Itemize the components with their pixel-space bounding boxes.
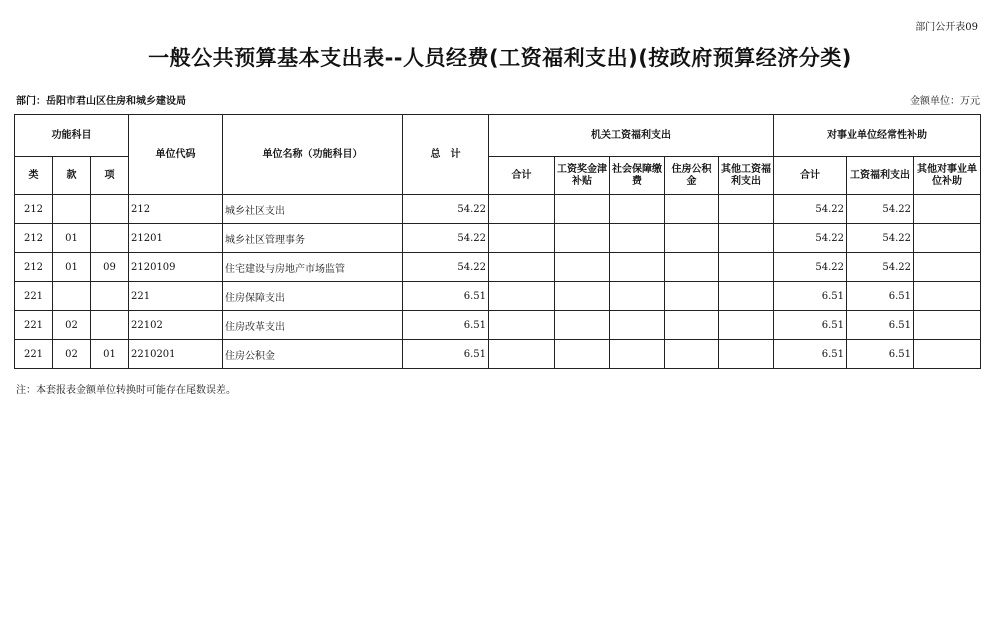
- table-row: [15, 282, 981, 311]
- cell-kuan: 01: [53, 253, 91, 282]
- cell-org-social: [610, 311, 665, 340]
- table-row: [15, 340, 981, 369]
- cell-sub-wage: 6.51: [847, 311, 914, 340]
- cell-xiang: 09: [91, 253, 129, 282]
- cell-name: 住宅建设与房地产市场监管: [223, 253, 403, 282]
- header-org-wage: 工资奖金津补贴: [555, 157, 610, 195]
- header-org-subtotal: 合计: [489, 157, 555, 195]
- cell-sub-subtotal: 54.22: [774, 224, 847, 253]
- cell-total: 6.51: [403, 311, 489, 340]
- header-org-group: 机关工资福利支出: [489, 115, 774, 157]
- cell-org-housing: [665, 195, 719, 224]
- cell-org-social: [610, 224, 665, 253]
- cell-org-wage: [555, 224, 610, 253]
- cell-code: 22102: [129, 311, 223, 340]
- cell-org-housing: [665, 340, 719, 369]
- cell-org-social: [610, 195, 665, 224]
- cell-sub-wage: 6.51: [847, 282, 914, 311]
- cell-org-social: [610, 340, 665, 369]
- cell-org-other: [719, 282, 774, 311]
- cell-org-housing: [665, 224, 719, 253]
- cell-kuan: 01: [53, 224, 91, 253]
- cell-sub-subtotal: 54.22: [774, 195, 847, 224]
- cell-org-housing: [665, 311, 719, 340]
- header-org-housing: 住房公积金: [665, 157, 719, 195]
- cell-lei: 212: [15, 253, 53, 282]
- cell-org-wage: [555, 282, 610, 311]
- table-row: [15, 311, 981, 340]
- cell-xiang: [91, 195, 129, 224]
- cell-lei: 221: [15, 311, 53, 340]
- cell-org-wage: [555, 253, 610, 282]
- cell-lei: 221: [15, 340, 53, 369]
- cell-org-wage: [555, 311, 610, 340]
- footnote: 注：本套报表金额单位转换时可能存在尾数误差。: [16, 385, 236, 396]
- cell-xiang: 01: [91, 340, 129, 369]
- cell-org-housing: [665, 253, 719, 282]
- cell-org-subtotal: [489, 340, 555, 369]
- header-func-subject: 功能科目: [15, 115, 129, 157]
- header-sub-group: 对事业单位经常性补助: [774, 115, 981, 157]
- cell-sub-wage: 6.51: [847, 340, 914, 369]
- cell-org-subtotal: [489, 311, 555, 340]
- cell-org-other: [719, 253, 774, 282]
- header-sub-other: 其他对事业单位补助: [914, 157, 981, 195]
- cell-code: 2120109: [129, 253, 223, 282]
- cell-name: 城乡社区管理事务: [223, 224, 403, 253]
- header-total: 总 计: [403, 115, 489, 195]
- cell-org-social: [610, 282, 665, 311]
- cell-kuan: 02: [53, 340, 91, 369]
- cell-lei: 212: [15, 224, 53, 253]
- department-label: 部门：岳阳市君山区住房和城乡建设局: [16, 96, 186, 107]
- cell-org-other: [719, 224, 774, 253]
- cell-sub-subtotal: 6.51: [774, 311, 847, 340]
- cell-xiang: [91, 311, 129, 340]
- cell-xiang: [91, 224, 129, 253]
- cell-org-housing: [665, 282, 719, 311]
- cell-name: 住房保障支出: [223, 282, 403, 311]
- cell-name: 城乡社区支出: [223, 195, 403, 224]
- cell-name: 住房改革支出: [223, 311, 403, 340]
- cell-org-other: [719, 311, 774, 340]
- cell-org-wage: [555, 195, 610, 224]
- cell-org-subtotal: [489, 253, 555, 282]
- cell-kuan: [53, 195, 91, 224]
- header-unit-code: 单位代码: [129, 115, 223, 195]
- table-row: [15, 224, 981, 253]
- table-row: [15, 195, 981, 224]
- cell-total: 54.22: [403, 224, 489, 253]
- cell-sub-subtotal: 6.51: [774, 340, 847, 369]
- cell-sub-other: [914, 253, 981, 282]
- header-lei: 类: [15, 157, 53, 195]
- cell-org-other: [719, 340, 774, 369]
- cell-lei: 212: [15, 195, 53, 224]
- cell-sub-subtotal: 6.51: [774, 282, 847, 311]
- cell-sub-wage: 54.22: [847, 253, 914, 282]
- budget-table: [14, 114, 981, 369]
- header-org-social: 社会保障缴费: [610, 157, 665, 195]
- header-sub-wage: 工资福利支出: [847, 157, 914, 195]
- cell-org-subtotal: [489, 282, 555, 311]
- header-sub-subtotal: 合计: [774, 157, 847, 195]
- cell-code: 2210201: [129, 340, 223, 369]
- cell-kuan: [53, 282, 91, 311]
- cell-org-subtotal: [489, 224, 555, 253]
- header-xiang: 项: [91, 157, 129, 195]
- table-row: [15, 253, 981, 282]
- header-kuan: 款: [53, 157, 91, 195]
- cell-lei: 221: [15, 282, 53, 311]
- cell-sub-other: [914, 311, 981, 340]
- cell-code: 212: [129, 195, 223, 224]
- cell-xiang: [91, 282, 129, 311]
- cell-org-wage: [555, 340, 610, 369]
- cell-total: 54.22: [403, 195, 489, 224]
- header-unit-name: 单位名称（功能科目）: [223, 115, 403, 195]
- cell-org-social: [610, 253, 665, 282]
- cell-total: 54.22: [403, 253, 489, 282]
- cell-total: 6.51: [403, 340, 489, 369]
- cell-code: 21201: [129, 224, 223, 253]
- page-title: 一般公共预算基本支出表--人员经费(工资福利支出)(按政府预算经济分类): [148, 46, 852, 70]
- cell-sub-wage: 54.22: [847, 224, 914, 253]
- cell-org-other: [719, 195, 774, 224]
- cell-name: 住房公积金: [223, 340, 403, 369]
- cell-sub-subtotal: 54.22: [774, 253, 847, 282]
- cell-org-subtotal: [489, 195, 555, 224]
- header-org-other: 其他工资福利支出: [719, 157, 774, 195]
- cell-sub-other: [914, 195, 981, 224]
- cell-kuan: 02: [53, 311, 91, 340]
- cell-sub-other: [914, 282, 981, 311]
- cell-sub-other: [914, 224, 981, 253]
- cell-sub-other: [914, 340, 981, 369]
- cell-code: 221: [129, 282, 223, 311]
- cell-sub-wage: 54.22: [847, 195, 914, 224]
- cell-total: 6.51: [403, 282, 489, 311]
- amount-unit-label: 金额单位：万元: [910, 96, 980, 107]
- form-number: 部门公开表09: [915, 22, 978, 33]
